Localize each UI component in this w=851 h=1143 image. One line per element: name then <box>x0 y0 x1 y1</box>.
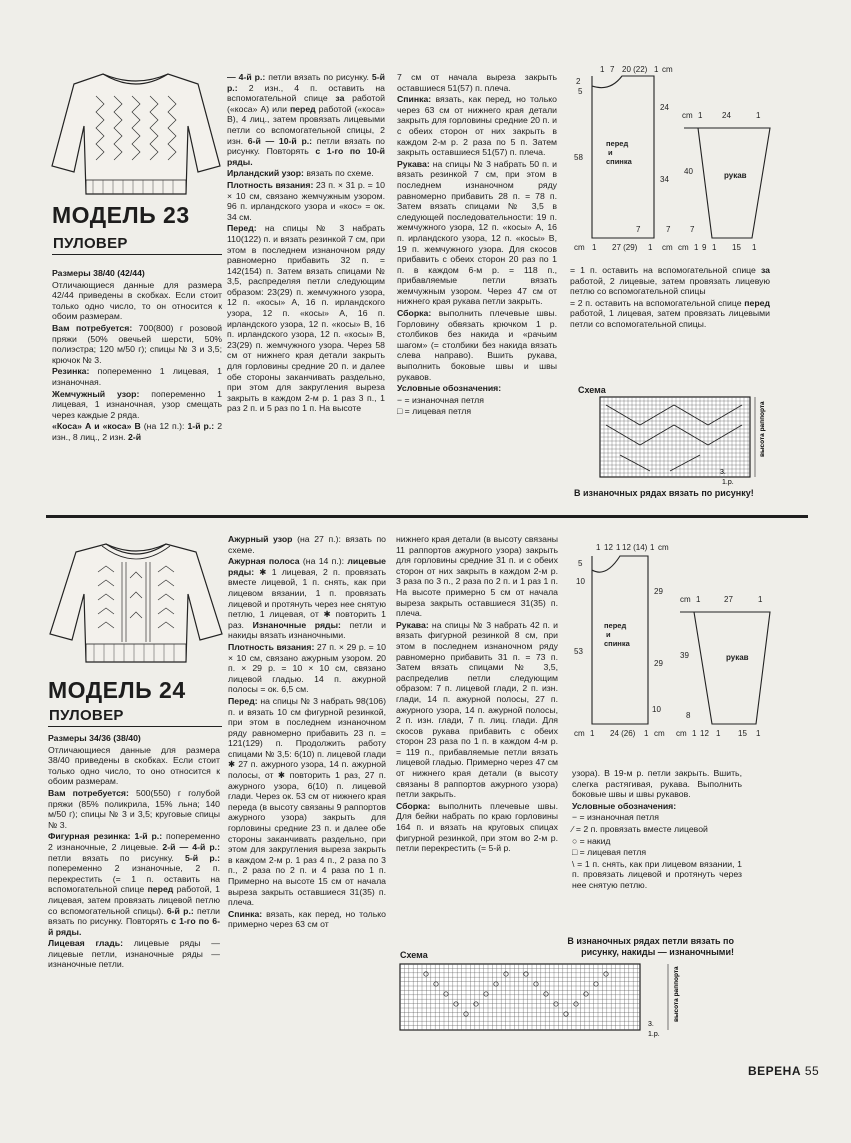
model-24-scheme-note: В изнаночных рядах петли вязать по рисунку, накиды — изнаночными! <box>567 936 734 957</box>
p23-sleeve-bottom-6: 1 <box>752 243 757 252</box>
p23-sleeve-bottom-5: 15 <box>732 243 741 252</box>
m23-c2-paragraph: Плотность вязания: 23 п. × 31 р. = 10 × 10 см, связано жемчужным узором. 96 п. ирландского узора и «кос» = ок. 34 см. <box>227 179 385 222</box>
m23-c1-paragraph: Вам потребуется: 700(800) г розовой пряжи (50% овечьей шерсти, 50% полиэстра; 120 м/50 г); спицы № 3 и 3,5; крючок № 3. <box>52 322 222 365</box>
section-divider <box>46 515 808 518</box>
m24-c1-paragraph: Фигурная резинка: 1-й р.: попеременно 2 изнаночные, 2 лицевые. 2-й — 4-й р.: петли вязать по рисунку. 5-й р.: попеременно 2 изнаночные, 2 п. перекрестить (= 1 п. оставить на вспомогательной спице перед работой, 1 лицевая, затем провязать лицевой петлю со вспомогательной спицы). 6-й р.: петли вязать по рисунку. Повторять с 1-го по 6-й ряды. <box>48 831 221 937</box>
p24-sleeve-mid: 39 <box>680 651 689 660</box>
m24-c3-paragraph: Рукава: на спицы № 3 набрать 42 п. и вязать фигурной резинкой 8 см, при этом в последнем изнаночном ряду равномерно прибавить 31 п. = 73 п. Затем вязать спицами № 3,5, распределив петли следующим образом: 7 п. лицевой глади, 2 п. изн. глади, 14 п. ажурной полосы, 27 п. ажурного узора, 14 п. ажурной полосы, 2 п. изн. глади, 7 п. лиц. глади. Для скосов рукава прибавить с обеих сторон 23 раза по 1 п. в каждом 4-м р. = 119 п., прибавляемые петли вязать лицевой гладью. Примерно через 47 см от нижнего края детали (в высоту связаны 8 раппортов ажурного узора) петли закрыть. <box>396 619 558 800</box>
p24-top-1: 1 <box>596 543 601 552</box>
p23-bottom-2: 1 <box>592 243 597 252</box>
m24-c2-paragraph: Ажурная полоса (на 14 п.): лицевые ряды: ✱ 1 лицевая, 2 п. провязать вместе лицевой, 1 п. снять, как при лицевом вязании, 1 п. провязать лицевой и протянуть через нее снятую петлю, 1 лицевая, от ✱ повторить 1 раз. Изнаночные ряды: петли и накиды вязать изнаночными. <box>228 556 386 641</box>
m24-c4-paragraph: ⁄ = 2 п. провязать вместе лицевой <box>572 823 708 834</box>
p23-bottom-1: cm <box>574 243 585 252</box>
p23-bottom-5: cm <box>662 243 673 252</box>
p23-sleeve-bottom-4: 1 <box>712 243 717 252</box>
p23-top-5: cm <box>662 65 673 74</box>
p23-front-label: перед и спинка <box>606 139 632 166</box>
p23-sleeve-mid: 40 <box>684 167 693 176</box>
m23-c2-paragraph: Перед: на спицы № 3 набрать 110(122) п. и вязать резинкой 7 см, при этом в последнем изнаночном ряду равномерно прибавить 32 п. = 142(154) п. Затем вязать спицами № 3,5, распределяя петли следующим образом: 23(29) п. жемчужного узора, 12 п. «косы» А, 16 п. ирландского узора, 12 п. «косы» А, 16 п. ирландского узора, 12 п. «косы» В, 16 п. ирландского узора, 12 п. «косы» В, 23(29) п. жемчужного узора. Через 58 см от нижнего края детали закрыть для горловины средние 20 п. и далее обе стороны заканчивать раздельно, при этом для закругления выреза закрыть в каждом 2-м р. 1 раз 3 п., 1 раз 2 п. и 5 раз по 1 п. На высоте <box>227 223 385 414</box>
p24-sleeve-top-4: 1 <box>758 595 763 604</box>
m23-c1-paragraph: Отличающиеся данные для размера 42/44 приведены в скобках. Если стоит только одно число, то он относится к обоим размерам. <box>52 279 222 322</box>
m24-chart-r1: 1.р. <box>648 1031 660 1038</box>
m23-c3-paragraph: Рукава: на спицы № 3 набрать 50 п. и вязать резинкой 7 см, при этом в последнем изнаночном ряду равномерно прибавить 28 п. = 78 п. Затем вязать спицами № 3,5 в следующей последовательности: 19 п. жемчужного узора, 12 п. «косы» А, 16 п. ирландского узора, 12 п. «косы» В, 19 п. жемчужного узора. Для скосов прибавить с обеих сторон 20 раз по 1 п. в каждом 6-м р. = 118 п., прибавляемые петли вязать жемчужным узором. Через 47 см от нижнего края рукава петли закрыть. <box>397 158 557 307</box>
p23-sleeve-bottom-2: 1 <box>694 243 699 252</box>
p23-left-1: 2 <box>576 77 581 86</box>
model-24-title: МОДЕЛЬ 24 <box>48 677 186 703</box>
m23-c2-paragraph: — 4-й р.: петли вязать по рисунку. 5-й р.: 2 изн., 4 п. оставить на вспомогательной спице за работой («коса» А) или перед работой («коса» В), 4 лиц., затем провязать лицевыми петли со вспомогательной спицы, 2 изн. 6-й — 10-й р.: петли вязать по рисунку. Повторять с 1-го по 10-й ряды. <box>227 72 385 167</box>
m23-c3-paragraph: − = изнаночная петля <box>397 394 484 405</box>
model-24-chart <box>396 960 696 1040</box>
model-24-pattern-diagram <box>566 538 786 744</box>
m23-c3-paragraph: 7 см от начала выреза закрыть оставшиеся 51(57) п. плеча. <box>397 72 557 93</box>
m24-c2-paragraph: Перед: на спицы № 3 набрать 98(106) п. и вязать 10 см фигурной резинкой, при этом в последнем изнаночном ряду равномерно прибавить 23 п. = 121(129) п. Продолжить работу спицами № 3,5: 6(10) п. лицевой глади ✱ 27 п. ажурного узора, 14 п. ажурной полосы, от ✱ повторить 1 раз, 27 п. ажурного узора, 6(10) п. лицевой глади. Через ок. 53 см от нижнего края переда (в высоту связаны 9 раппортов ажурного узора) закрыть для горловины средние 23 п. и далее обе стороны заканчивать раздельно, при этом для закругления выреза закрыть в каждом 2-м р. 1 раз 4 п., 2 раза по 3 п., 2 раза по 2 п. и 4 раза по 1 п. Примерно на высоте 15 см от начала выреза закрыть оставшиеся 31(35) п. плеча. <box>228 695 386 908</box>
p24-left-2: 10 <box>576 577 585 586</box>
model-23-column-2 <box>227 72 385 415</box>
page-number: 55 <box>804 1064 820 1078</box>
p23-sleeve-label: рукав <box>724 171 747 180</box>
p24-right-1: 29 <box>654 587 663 596</box>
m24-c3-paragraph: Сборка: выполнить плечевые швы. Для бейки набрать по краю горловины 164 п. и вязать на круговых спицах фигурной резинкой, при этом во 2-м р. петли перекрестить (= 5-й р. <box>396 800 558 854</box>
p23-bottom-4: 1 <box>648 243 653 252</box>
p23-top-2: 7 <box>610 65 615 74</box>
m23-chart-side: высота раппорта <box>759 401 766 457</box>
m24-c4-paragraph: \ = 1 п. снять, как при лицевом вязании, 1 п. провязать лицевой и протянуть через нее снятую петлю. <box>572 858 742 890</box>
model-24-column-1 <box>48 733 220 971</box>
p24-top-5: 1 <box>650 543 655 552</box>
p24-top-6: cm <box>658 543 669 552</box>
p24-bottom-3: 24 (26) <box>610 729 636 738</box>
m24-c1-paragraph: Лицевая гладь: лицевые ряды — лицевые петли, изнаночные ряды — изнаночные петли. <box>48 938 220 970</box>
p23-sleeve-low: 7 <box>690 225 695 234</box>
p24-right-2: 29 <box>654 659 663 668</box>
m24-c4-paragraph: Условные обозначения: <box>572 800 677 811</box>
p23-sleeve-top-2: 1 <box>698 111 703 120</box>
page-footer <box>748 1064 819 1078</box>
m24-c1-paragraph: Отличающиеся данные для размера 38/40 приведены в скобках. Если стоит только одно число, то оно относится к обоим размерам. <box>48 744 220 787</box>
m23-c1-paragraph: «Коса» А и «коса» В (на 12 п.): 1-й р.: 2 изн., 8 лиц., 2 изн. 2-й <box>52 421 223 442</box>
model-24-column-3 <box>396 534 558 855</box>
p24-top-3: 1 <box>616 543 621 552</box>
m23-c1-paragraph: Резинка: попеременно 1 лицевая, 1 изнаночная. <box>52 366 222 387</box>
p23-right-1: 24 <box>660 103 669 112</box>
m24-c2-paragraph: Ажурный узор (на 27 п.): вязать по схеме. <box>228 534 386 555</box>
model-24-column-2 <box>228 534 386 931</box>
p24-sleeve-bottom-5: 15 <box>738 729 747 738</box>
m23-c4-paragraph: = 2 п. оставить на вспомогательной спице перед работой, 1 лицевая, затем провязать лицевыми петли со вспомогательной спицы. <box>570 297 770 329</box>
sweater-23-illustration <box>48 66 223 201</box>
m23-c1-paragraph: Жемчужный узор: попеременно 1 лицевая, 1 изнаночная, узор смещать через каждые 2 ряда. <box>52 388 223 420</box>
model-23-title: МОДЕЛЬ 23 <box>52 202 190 228</box>
p24-sleeve-top-2: 1 <box>696 595 701 604</box>
m23-c4-paragraph: = 1 п. оставить на вспомогательной спице за работой, 2 лицевые, затем провязать лицевую петлю со вспомогательной спицы <box>570 265 770 297</box>
model-23-pattern-diagram <box>566 62 786 258</box>
p24-sleeve-bottom-4: 1 <box>716 729 721 738</box>
p23-left-3: 58 <box>574 153 583 162</box>
p24-bottom-4: 1 <box>644 729 649 738</box>
p24-left-3: 53 <box>574 647 583 656</box>
m23-c3-paragraph: Условные обозначения: <box>397 383 502 394</box>
model-23-scheme-note: В изнаночных рядах вязать по рисунку! <box>574 488 754 498</box>
p23-sleeve-bottom-1: cm <box>678 243 689 252</box>
m23-chart-r1: 1.р. <box>722 479 734 486</box>
model-24-subtitle: ПУЛОВЕР <box>49 707 124 724</box>
p23-top-3: 20 (22) <box>622 65 648 74</box>
p23-top-4: 1 <box>654 65 659 74</box>
p23-mark: 7 <box>636 225 641 234</box>
p23-bottom-3: 27 (29) <box>612 243 638 252</box>
model-23-scheme-label: Схема <box>578 385 606 395</box>
p23-sleeve-top-1: cm <box>682 111 693 120</box>
m24-c1-paragraph: Размеры 34/36 (38/40) <box>48 733 141 743</box>
p24-top-2: 12 <box>604 543 613 552</box>
p24-left-1: 5 <box>578 559 583 568</box>
m23-c2-paragraph: Ирландский узор: вязать по схеме. <box>227 168 374 179</box>
model-24-scheme-label: Схема <box>400 950 428 960</box>
magazine-name: ВЕРЕНА <box>748 1064 802 1078</box>
model-23-column-1 <box>52 268 222 444</box>
m23-chart-r3: 3. <box>720 469 726 476</box>
p24-right-3: 10 <box>652 705 661 714</box>
p23-sleeve-top-4: 1 <box>756 111 761 120</box>
p23-top-1: 1 <box>600 65 605 74</box>
p24-sleeve-top-3: 27 <box>724 595 733 604</box>
m24-c4-paragraph: узора). В 19-м р. петли закрыть. Вшить, слегка растягивая, рукава. Выполнить боковые швы и швы рукавов. <box>572 768 742 800</box>
p23-mark-2: 7 <box>666 225 671 234</box>
m23-c3-paragraph: □ = лицевая петля <box>397 406 472 417</box>
model-23-subtitle: ПУЛОВЕР <box>53 235 128 252</box>
p24-bottom-2: 1 <box>590 729 595 738</box>
p24-sleeve-bottom-1: cm <box>676 729 687 738</box>
p24-bottom-1: cm <box>574 729 585 738</box>
m24-chart-side: высота раппорта <box>673 966 680 1022</box>
p24-bottom-5: cm <box>654 729 665 738</box>
sweater-24-illustration <box>46 538 226 668</box>
m23-c3-paragraph: Спинка: вязать, как перед, но только через 63 см от нижнего края детали закрыть для горловины средние 20 п. и с обеих сторон от них закрыть в каждом 2-м р. 2 раза по 5 п. Затем закрыть оставшиеся 51(57) п. плеча. <box>397 94 557 158</box>
model-24-column-4 <box>572 768 742 892</box>
m23-c3-paragraph: Сборка: выполнить плечевые швы. Горловину обвязать крючком 1 р. столбиков без накида и «рачьим шагом» (= столбики без накида вязать слева направо). Вшить рукава, выполнить боковые швы и швы рукавов. <box>397 308 557 382</box>
m24-c3-paragraph: нижнего края детали (в высоту связаны 11 раппортов ажурного узора) закрыть для горловины средние 31 п. и с обеих сторон от них закрыть в каждом 2-м р. 3 раза по 3 п., 2 раза по 2 п. и 1 раз 1 п. На высоте примерно 5 см от начала выреза закрыть оставшиеся 31(35) п. плеча. <box>396 534 558 619</box>
m24-c4-paragraph: ○ = накид <box>572 835 611 846</box>
m24-c1-paragraph: Вам потребуется: 500(550) г голубой пряжи (85% поликрила, 15% льна; 140 м/50 г); спицы № 3 и 3,5; круговые спицы № 3. <box>48 787 220 830</box>
p24-sleeve-low: 8 <box>686 711 691 720</box>
p23-sleeve-top-3: 24 <box>722 111 731 120</box>
m24-c2-paragraph: Плотность вязания: 27 п. × 29 р. = 10 × 10 см, связано ажурным узором. 20 п. × 29 р. = 10 × 10 см, связано лицевой гладью. 14 п. ажурной полосы = ок. 6,5 см. <box>228 641 386 695</box>
p24-sleeve-bottom-6: 1 <box>756 729 761 738</box>
p24-front-label: перед и спинка <box>604 621 630 648</box>
p23-left-2: 5 <box>578 87 583 96</box>
model-23-chart <box>570 395 790 490</box>
p23-sleeve-bottom-3: 9 <box>702 243 707 252</box>
p24-sleeve-top-1: cm <box>680 595 691 604</box>
p24-sleeve-label: рукав <box>726 653 749 662</box>
m24-c2-paragraph: Спинка: вязать, как перед, но только примерно через 63 см от <box>228 908 386 930</box>
model-23-column-3 <box>397 72 557 418</box>
m24-c4-paragraph: − = изнаночная петля <box>572 812 659 823</box>
m24-c4-paragraph: □ = лицевая петля <box>572 847 647 858</box>
p24-sleeve-bottom-2: 1 <box>692 729 697 738</box>
m24-chart-r3: 3. <box>648 1021 654 1028</box>
model-23-legend-cables <box>570 265 770 331</box>
m23-c1-paragraph: Размеры 38/40 (42/44) <box>52 268 145 278</box>
p23-right-2: 34 <box>660 175 669 184</box>
p24-sleeve-bottom-3: 12 <box>700 729 709 738</box>
p24-top-4: 12 (14) <box>622 543 648 552</box>
